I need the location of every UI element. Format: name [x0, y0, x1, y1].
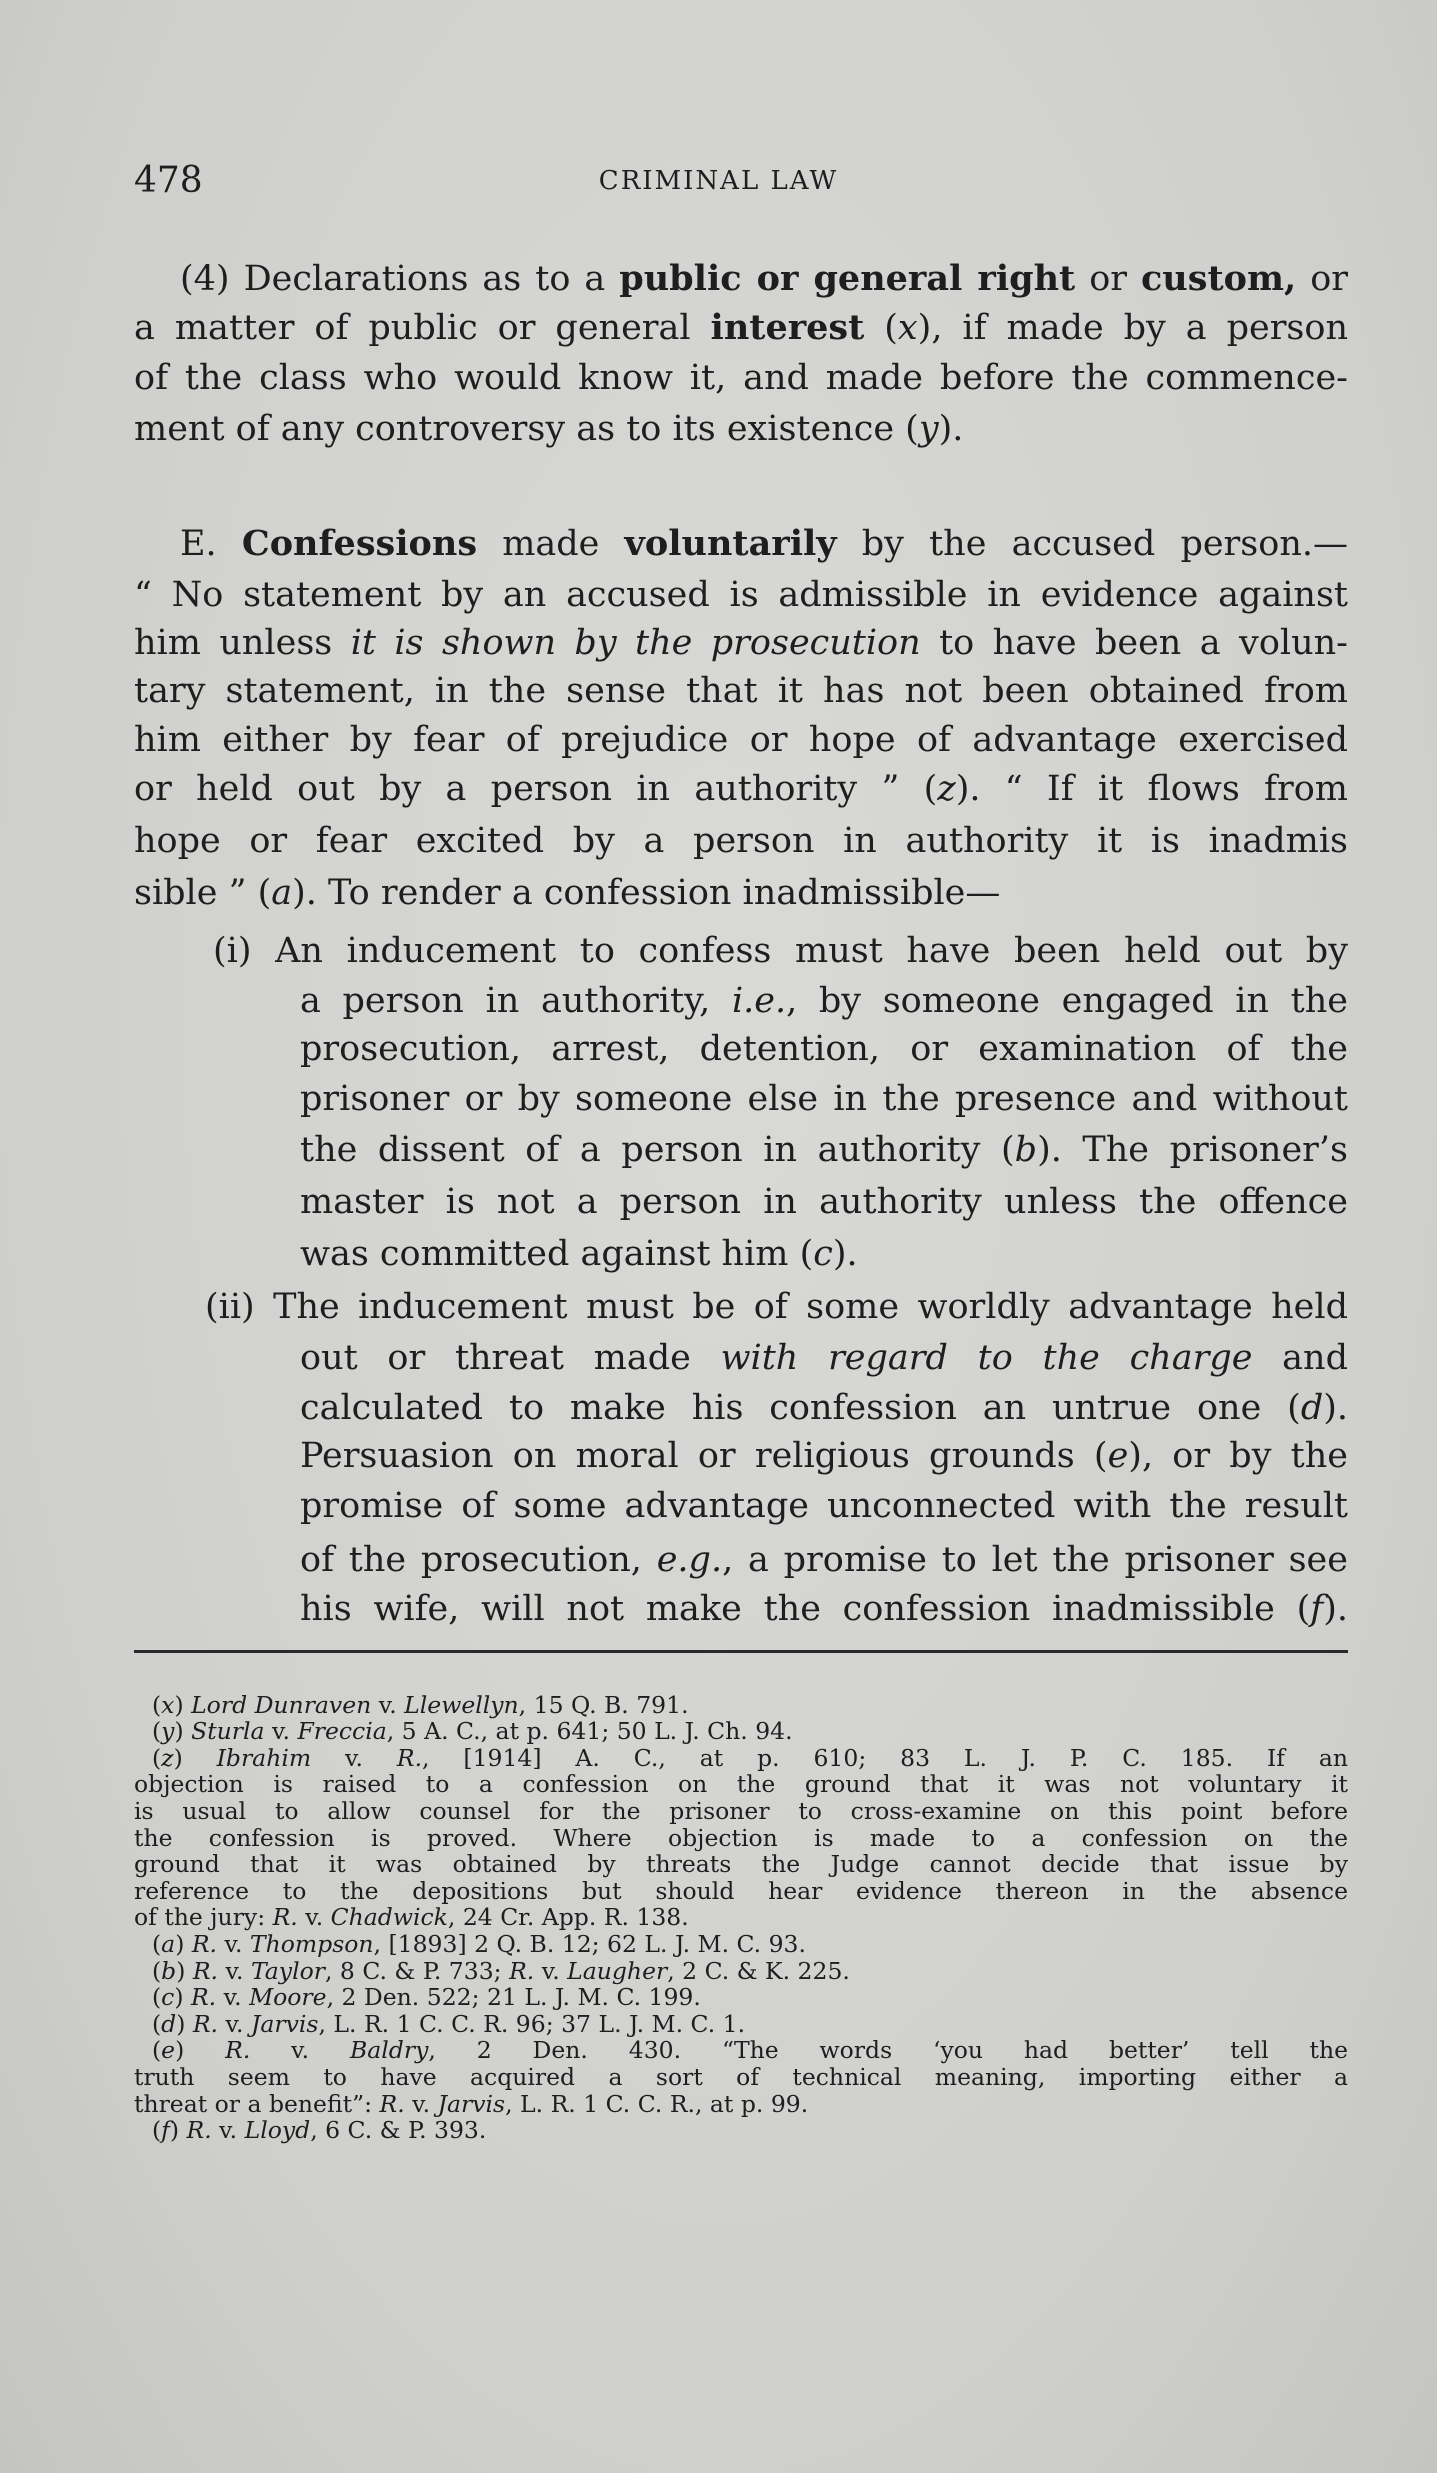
item-i-line — [300, 1127, 1348, 1173]
italic-text: c — [161, 1983, 175, 2012]
text-run: , by someone engaged in the — [786, 981, 1348, 1021]
italic-text: with regard to the charge — [720, 1338, 1253, 1378]
italic-text: Chadwick — [330, 1903, 448, 1932]
paragraph-e-line — [134, 668, 1348, 714]
italic-text: Moore — [249, 1983, 327, 2012]
text-run: v. — [264, 1717, 298, 1746]
italic-text: R. — [509, 1956, 535, 1985]
text-run: truth seem to have acquired a sort of technical meaning, importing either a — [134, 2062, 1348, 2091]
text-run: the dissent of a person in authority ( — [300, 1130, 1015, 1170]
italic-text: R. — [379, 2089, 405, 2118]
item-ii-line — [300, 1385, 1348, 1431]
text-run: ( — [152, 1983, 162, 2012]
text-run: , [1893] 2 Q. B. 12; 62 L. J. M. C. 93. — [373, 1929, 806, 1958]
text-run: v. — [216, 1983, 250, 2012]
text-run: , 8 C. & P. 733; — [324, 1956, 510, 1985]
italic-text: f — [161, 2116, 170, 2145]
text-run: (i) An inducement to confess must have been held out by — [213, 931, 1348, 971]
text-run: ment of any controversy as to its existence ( — [134, 409, 919, 449]
text-run: , 2 Den. 430. “The words ‘you had better’ tell the — [428, 2036, 1349, 2065]
bold-text: voluntarily — [624, 523, 837, 564]
text-run: ) — [176, 2009, 193, 2038]
running-title: CRIMINAL LAW — [598, 166, 839, 196]
footnotes-line — [152, 1692, 1348, 1719]
italic-text: R. — [272, 1903, 298, 1932]
text-run: ground that it was obtained by threats the Judge cannot decide that issue by — [134, 1850, 1348, 1879]
text-run: (4) Declarations as to a — [180, 259, 620, 299]
text-run: ). — [1323, 1589, 1348, 1629]
italic-text: Ibrahim — [216, 1743, 312, 1772]
text-run: , 6 C. & P. 393. — [310, 2116, 487, 2145]
text-run: prisoner or by someone else in the presence and without — [300, 1079, 1348, 1119]
text-run: ) — [173, 1743, 217, 1772]
text-run: ), if made by a person — [917, 308, 1348, 348]
italic-text: e — [161, 2036, 176, 2065]
text-run: ). “ If it flows from — [955, 769, 1348, 809]
text-run: ( — [152, 1956, 162, 1985]
text-run: ( — [864, 308, 898, 348]
text-run: ), or by the — [1128, 1436, 1348, 1476]
text-run: v. — [250, 2036, 351, 2065]
text-run: promise of some advantage unconnected with the result — [300, 1486, 1348, 1526]
text-run: v. — [371, 1690, 405, 1719]
text-run: prosecution, arrest, detention, or examination of the — [300, 1029, 1348, 1069]
text-run: , 2 Den. 522; 21 L. J. M. C. 199. — [326, 1983, 701, 2012]
bold-text: Confessions — [241, 523, 478, 564]
text-run: v. — [218, 2009, 251, 2038]
text-run: E. — [180, 524, 242, 564]
text-run: ) — [174, 1690, 192, 1719]
footnotes-line — [152, 1718, 1348, 1745]
text-run: of the class who would know it, and made before the commence- — [134, 358, 1348, 398]
italic-text: R. — [192, 1956, 219, 1985]
text-run: , [1914] A. C., at p. 610; 83 L. J. P. C. 185. If an — [422, 1743, 1348, 1772]
text-run: is usual to allow counsel for the prisoner to cross-examine on this point before — [134, 1796, 1348, 1825]
footnotes-line — [152, 1745, 1348, 1772]
text-run: tary statement, in the sense that it has not been obtained from — [134, 671, 1348, 711]
italic-text: R. — [396, 1743, 423, 1772]
text-run: of the prosecution, — [300, 1540, 657, 1580]
paragraph-4-line — [180, 256, 1348, 302]
text-run: v. — [211, 2116, 245, 2145]
text-run: ) — [176, 1956, 193, 1985]
italic-text: f — [1310, 1589, 1324, 1629]
footnotes-line — [152, 2037, 1348, 2064]
paragraph-e-line — [134, 766, 1348, 812]
item-i-line — [300, 978, 1348, 1024]
text-run: ( — [152, 1743, 162, 1772]
item-i-line — [213, 928, 1348, 974]
paragraph-e-line — [134, 818, 1348, 864]
text-run: v. — [534, 1956, 568, 1985]
paragraph-4-line — [134, 355, 1348, 401]
italic-text: b — [1014, 1130, 1038, 1170]
italic-text: d — [161, 2009, 177, 2038]
text-run: , 15 Q. B. 791. — [518, 1690, 689, 1719]
item-i-line — [300, 1076, 1348, 1122]
italic-text: R. — [192, 2009, 219, 2038]
italic-text: b — [161, 1956, 177, 1985]
italic-text: a — [161, 1929, 176, 1958]
text-run: or — [1296, 259, 1349, 299]
footnotes-line — [134, 1825, 1348, 1852]
text-run: , L. R. 1 C. C. R. 96; 37 L. J. M. C. 1. — [318, 2009, 746, 2038]
italic-text: z — [161, 1743, 174, 1772]
bold-text: custom, — [1141, 258, 1297, 299]
footnotes-line — [152, 2117, 1348, 2144]
italic-text: Freccia — [297, 1717, 387, 1746]
italic-text: a — [271, 873, 293, 913]
italic-text: z — [937, 769, 956, 809]
text-run: or held out by a person in authority ” ( — [134, 769, 938, 809]
italic-text: Thompson — [249, 1929, 374, 1958]
footnotes-line — [134, 1904, 1348, 1931]
footnotes-line — [152, 1931, 1348, 1958]
italic-text: R. — [225, 2036, 251, 2065]
italic-text: Lord Dunraven — [191, 1690, 372, 1719]
text-run: a person in authority, — [300, 981, 732, 1021]
item-i-line — [300, 1231, 1348, 1277]
text-run: ) — [174, 1717, 192, 1746]
italic-text: Jarvis — [250, 2009, 319, 2038]
italic-text: x — [897, 308, 918, 348]
text-run: reference to the depositions but should hear evidence thereon in the absence — [134, 1876, 1348, 1905]
item-ii-line — [300, 1483, 1348, 1529]
text-run: him either by fear of prejudice or hope of advantage exercised — [134, 720, 1348, 760]
text-run: v. — [218, 1956, 251, 1985]
text-run: , 2 C. & K. 225. — [667, 1956, 850, 1985]
text-run: to have been a volun- — [920, 623, 1348, 663]
text-run: out or threat made — [300, 1338, 721, 1378]
italic-text: R. — [186, 2116, 212, 2145]
text-run: of the jury: — [134, 1903, 273, 1932]
text-run: calculated to make his confession an untrue one ( — [300, 1388, 1301, 1428]
text-run: by the accused person.— — [836, 524, 1348, 564]
footnotes-line — [152, 1984, 1348, 2011]
footnotes-line — [152, 1958, 1348, 1985]
footnotes-line — [134, 1851, 1348, 1878]
paragraph-e-line — [134, 717, 1348, 763]
item-ii-line — [205, 1284, 1348, 1330]
paragraph-e-line — [134, 572, 1348, 618]
italic-text: c — [813, 1234, 833, 1274]
text-run: was committed against him ( — [300, 1234, 814, 1274]
paragraph-e-line — [134, 620, 1348, 666]
item-i-line — [300, 1179, 1348, 1225]
text-run: sible ” ( — [134, 873, 272, 913]
text-run: ). — [832, 1234, 858, 1274]
italic-text: e.g. — [656, 1540, 723, 1580]
paragraph-4-line — [134, 406, 1348, 452]
text-run: v. — [311, 1743, 397, 1772]
item-ii-line — [300, 1586, 1348, 1632]
text-run: made — [477, 524, 625, 564]
text-run: , 5 A. C., at p. 641; 50 L. J. Ch. 94. — [386, 1717, 793, 1746]
text-run: ( — [152, 2036, 162, 2065]
text-run: Persuasion on moral or religious grounds ( — [300, 1436, 1108, 1476]
text-run: , L. R. 1 C. C. R., at p. 99. — [505, 2089, 809, 2118]
bold-text: public or general right — [619, 258, 1076, 299]
italic-text: Lloyd — [244, 2116, 311, 2145]
paragraph-e-line — [180, 521, 1348, 567]
text-run: (ii) The inducement must be of some worldly advantage held — [205, 1287, 1348, 1327]
page-number: 478 — [134, 160, 203, 201]
item-ii-line — [300, 1335, 1348, 1381]
paragraph-4-line — [134, 305, 1348, 351]
italic-text: Taylor — [250, 1956, 325, 1985]
text-run: ( — [152, 1717, 162, 1746]
text-run: or — [1075, 259, 1141, 299]
text-run: hope or fear excited by a person in authority it is inadmis — [134, 821, 1348, 861]
italic-text: i.e. — [731, 981, 787, 1021]
text-run: ) — [174, 1983, 191, 2012]
footnotes-line — [134, 2064, 1348, 2091]
text-run: v. — [297, 1903, 331, 1932]
text-run: master is not a person in authority unless the offence — [300, 1182, 1348, 1222]
italic-text: Sturla — [191, 1717, 265, 1746]
text-run: ). — [1323, 1388, 1348, 1428]
text-run: a matter of public or general — [134, 308, 711, 348]
italic-text: y — [918, 409, 939, 449]
item-ii-line — [300, 1537, 1348, 1583]
text-run: “ No statement by an accused is admissible in evidence against — [134, 575, 1348, 615]
italic-text: Jarvis — [437, 2089, 506, 2118]
italic-text: Llewellyn — [404, 1690, 519, 1719]
italic-text: d — [1300, 1388, 1324, 1428]
text-run: ) — [175, 1929, 192, 1958]
italic-text: x — [161, 1690, 175, 1719]
text-run: , a promise to let the prisoner see — [722, 1540, 1348, 1580]
text-run: ( — [152, 2116, 162, 2145]
text-run: threat or a benefit”: — [134, 2089, 380, 2118]
footnotes-line — [134, 1798, 1348, 1825]
text-run: and — [1252, 1338, 1348, 1378]
text-run: ) — [169, 2116, 187, 2145]
text-run: the confession is proved. Where objection is made to a confession on the — [134, 1823, 1348, 1852]
text-run: ( — [152, 1690, 162, 1719]
item-i-line — [300, 1026, 1348, 1072]
text-run: , 24 Cr. App. R. 138. — [447, 1903, 689, 1932]
paragraph-e-line — [134, 870, 1348, 916]
italic-text: e — [1107, 1436, 1129, 1476]
italic-text: y — [161, 1717, 175, 1746]
text-run: ) — [175, 2036, 226, 2065]
footnote-divider — [134, 1650, 1348, 1653]
text-run: ( — [152, 1929, 162, 1958]
footnotes-line — [134, 1878, 1348, 1905]
text-run: ). To render a confession inadmissible— — [292, 873, 1001, 913]
bold-text: interest — [710, 307, 865, 348]
text-run: his wife, will not make the confession inadmissible ( — [300, 1589, 1311, 1629]
text-run: v. — [217, 1929, 250, 1958]
item-ii-line — [300, 1433, 1348, 1479]
italic-text: R. — [190, 1983, 217, 2012]
text-run: him unless — [134, 623, 351, 663]
footnotes-line — [152, 2011, 1348, 2038]
text-run: ). — [938, 409, 964, 449]
italic-text: Baldry — [350, 2036, 429, 2065]
italic-text: R. — [191, 1929, 217, 1958]
text-run: ). The prisoner’s — [1037, 1130, 1348, 1170]
italic-text: Laugher — [567, 1956, 668, 1985]
footnotes-line — [134, 2091, 1348, 2118]
text-run: objection is raised to a confession on the ground that it was not voluntary it — [134, 1770, 1348, 1799]
italic-text: it is shown by the prosecution — [350, 623, 921, 663]
text-run: v. — [404, 2089, 438, 2118]
footnotes-line — [134, 1771, 1348, 1798]
text-run: ( — [152, 2009, 162, 2038]
